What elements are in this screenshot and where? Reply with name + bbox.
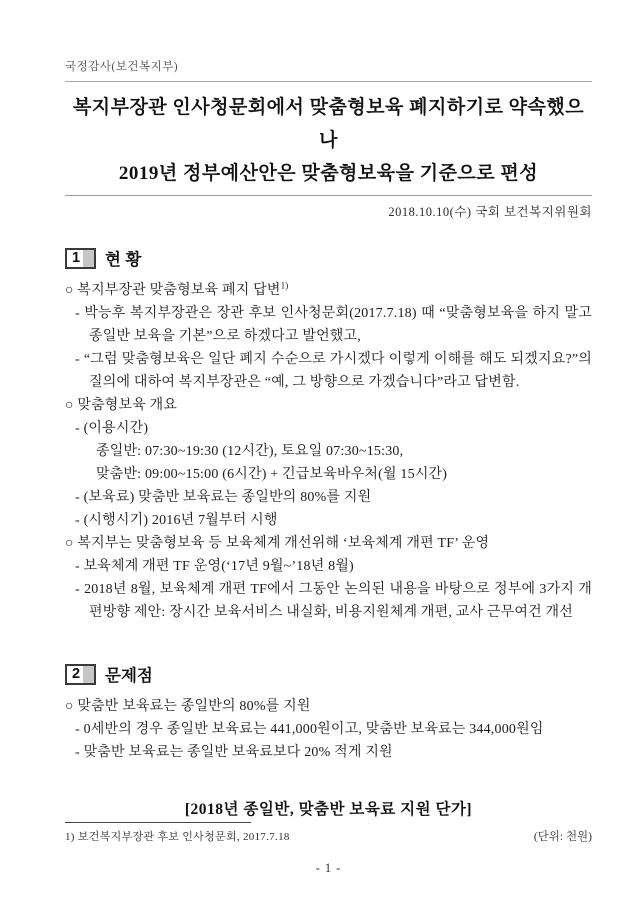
section-title: 현 황 [105, 251, 142, 269]
unit-note: (단위: 천원) [533, 831, 592, 843]
list-item: 종일반: 07:30~19:30 (12시간), 토요일 07:30~15:30, [96, 444, 404, 459]
list-item: - 2018년 8월, 보육체계 개편 TF에서 그동안 논의된 내용을 바탕으로 정부에 3가지 개편방향 제안: 장시간 보육서비스 내실화, 비용지원체계 개편, 교사 근무여건 개선 [75, 582, 592, 620]
circle-bullet: ○ [65, 398, 78, 413]
circle-bullet: ○ [65, 283, 78, 298]
section-number-box: 2 [65, 664, 96, 685]
document-title [65, 91, 592, 196]
list-item: - 박능후 복지부장관은 장관 후보 인사청문회(2017.7.18) 때 “맞춤형보육을 하지 말고 종일반 보육을 기본”으로 하겠다고 발언했고, [75, 306, 592, 344]
dash-bullet: - [75, 490, 84, 505]
list-item: - 맞춤반 보육료는 종일반 보육료보다 20% 적게 지원 [75, 745, 393, 760]
circle-bullet: ○ [65, 536, 78, 551]
section-title: 문제점 [105, 667, 153, 685]
list-item: - (시행시기) 2016년 7월부터 시행 [75, 513, 278, 528]
dash-bullet: - [75, 352, 84, 367]
section-1-list [65, 279, 592, 624]
dash-bullet: - [75, 745, 84, 760]
list-item: - 보육체계 개편 TF 운영(‘17년 9월~’18년 8월) [75, 559, 354, 574]
footnote-marker: 1) [65, 831, 75, 843]
dash-bullet: - [75, 421, 84, 436]
list-item: - 0세반의 경우 종일반 보육료는 441,000원이고, 맞춤반 보육료는 344,000원임 [75, 722, 544, 737]
dash-bullet: - [75, 559, 84, 574]
dash-bullet: - [75, 306, 85, 321]
section-number-box: 1 [65, 248, 96, 269]
list-item: ○ 복지부장관 맞춤형보육 폐지 답변$^{1)}$ [65, 280, 289, 298]
section-heading-2 [65, 662, 592, 686]
list-item: ○ 복지부는 맞춤형보육 등 보육체계 개선위해 ‘보육체계 개편 TF’ 운영 [65, 536, 490, 551]
dash-bullet: - [75, 722, 84, 737]
footnote [65, 828, 592, 844]
list-item: - (보육료) 맞춤반 보육료는 종일반의 80%를 지원 [75, 490, 372, 505]
section-2-list [65, 695, 592, 764]
dash-bullet: - [75, 513, 84, 528]
list-item: 맞춤반: 09:00~15:00 (6시간) + 긴급보육바우처(월 15시간) [96, 467, 448, 482]
title-line-2: 2019년 정부예산안은 맞춤형보육을 기준으로 편성 [118, 163, 539, 184]
page-number: - 1 - [315, 861, 342, 875]
list-item: ○ 맞춤반 보육료는 종일반의 80%를 지원 [65, 699, 311, 714]
page-footer [65, 822, 592, 876]
list-item: ○ 맞춤형보육 개요 [65, 398, 178, 413]
list-item: - “그럼 맞춤형보육은 일단 폐지 수순으로 가시겠다 이렇게 이해를 해도 되겠지요?”의 질의에 대하여 복지부장관은 “예, 그 방향으로 가겠습니다”라고 답변함. [75, 352, 593, 390]
list-item: - (이용시간) [75, 421, 149, 436]
table-caption: [2018년 종일반, 맞춤반 보육료 지원 단가] [184, 801, 473, 818]
dash-bullet: - [75, 582, 85, 597]
doc-label: 국정감사(보건복지부) [65, 58, 592, 82]
date-committee-line: 2018.10.10(수) 국회 보건복지위원회 [388, 205, 592, 219]
footnote-ref: 1) [280, 280, 289, 291]
footnote-text: 보건복지부장관 후보 인사청문회, 2017.7.18 [77, 831, 290, 843]
section-heading-1 [65, 246, 592, 270]
circle-bullet: ○ [65, 699, 78, 714]
title-line-1: 복지부장관 인사청문회에서 맞춤형보육 폐지하기로 약속했으나 [72, 97, 585, 151]
footnote-divider [65, 822, 251, 823]
